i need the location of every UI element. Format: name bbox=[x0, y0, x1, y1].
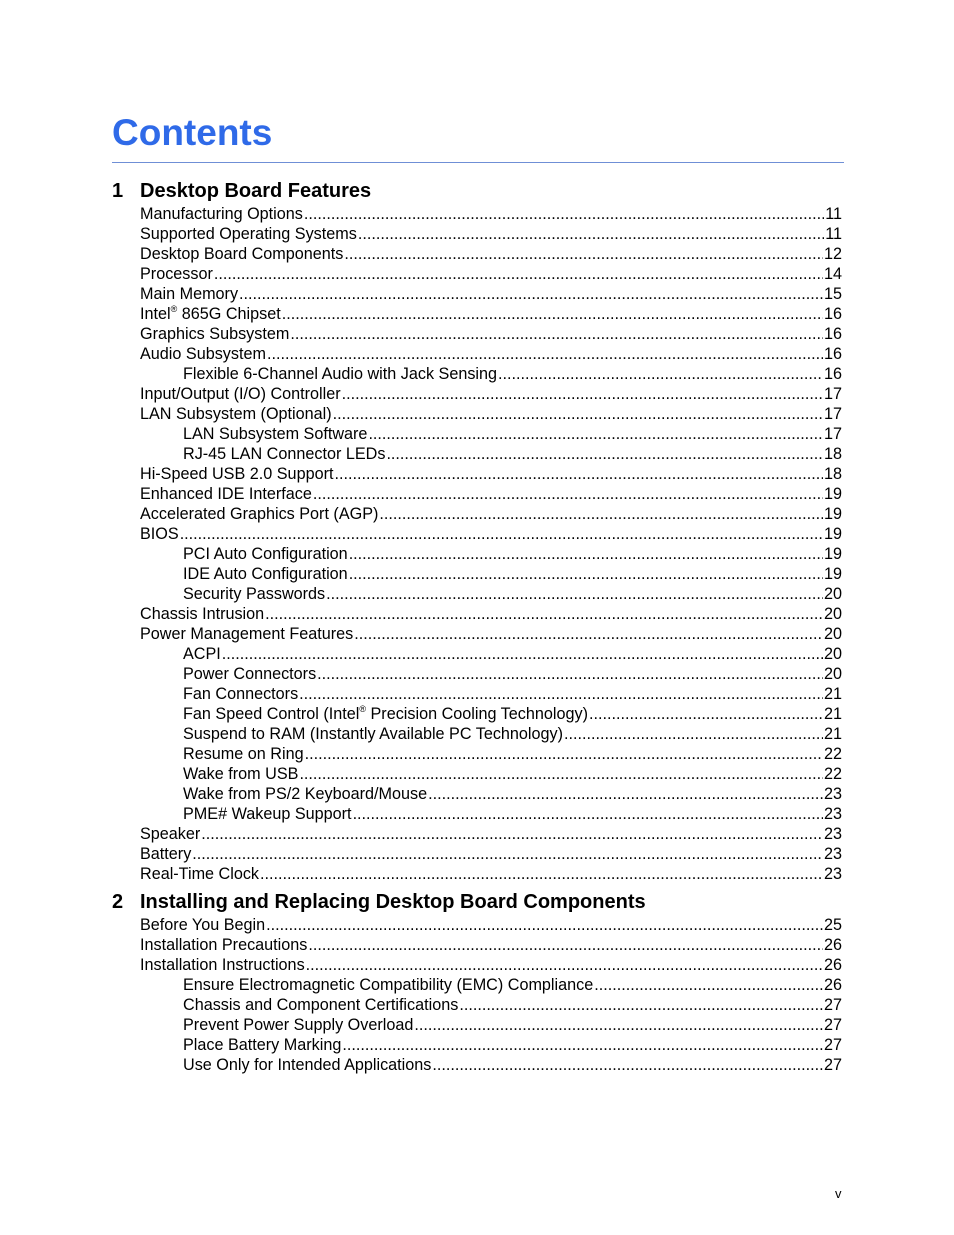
dot-leader bbox=[313, 484, 823, 504]
dot-leader bbox=[414, 1015, 823, 1035]
toc-entry-label bbox=[183, 724, 563, 744]
dot-leader bbox=[379, 504, 823, 524]
toc-page-number: 20 bbox=[823, 605, 842, 623]
dot-leader bbox=[306, 955, 823, 975]
toc-entry-text: Enhanced IDE Interface bbox=[140, 485, 312, 503]
toc-entry-label bbox=[183, 764, 298, 784]
toc-entry-label bbox=[183, 564, 348, 584]
toc-list bbox=[112, 204, 842, 884]
toc-entry-text: Manufacturing Options bbox=[140, 205, 303, 223]
toc-entry-text: Hi-Speed USB 2.0 Support bbox=[140, 465, 334, 483]
toc-entry-text: PCI Auto Configuration bbox=[183, 545, 348, 563]
toc-entry-text: Processor bbox=[140, 265, 213, 283]
dot-leader bbox=[594, 975, 823, 995]
toc-entry-label bbox=[140, 624, 353, 644]
dot-leader bbox=[349, 544, 823, 564]
toc-entry[interactable] bbox=[183, 564, 842, 584]
toc-entry-label bbox=[183, 424, 367, 444]
toc-page-number: 26 bbox=[823, 976, 842, 994]
toc-entry[interactable] bbox=[183, 644, 842, 664]
toc-entry[interactable] bbox=[183, 1015, 842, 1035]
toc-page-number: 11 bbox=[825, 205, 842, 223]
toc-entry[interactable] bbox=[140, 324, 842, 344]
toc-entry-label bbox=[140, 844, 191, 864]
toc-page-number: 27 bbox=[823, 1056, 842, 1074]
toc-entry-label bbox=[140, 264, 213, 284]
toc-entry[interactable] bbox=[183, 444, 842, 464]
toc-entry[interactable] bbox=[183, 995, 842, 1015]
toc-entry-text: Installation Instructions bbox=[140, 956, 305, 974]
toc-entry-label bbox=[140, 344, 266, 364]
dot-leader bbox=[432, 1055, 823, 1075]
toc-page-number: 18 bbox=[823, 465, 842, 483]
dot-leader bbox=[358, 224, 824, 244]
toc-entry-text: Wake from USB bbox=[183, 765, 299, 783]
toc-entry-label bbox=[140, 955, 305, 975]
toc-entry[interactable] bbox=[183, 1035, 842, 1055]
toc-page-number: 19 bbox=[823, 565, 842, 583]
dot-leader bbox=[299, 684, 823, 704]
toc-entry-label bbox=[183, 544, 348, 564]
toc-entry-text: Desktop Board Components bbox=[140, 245, 344, 263]
toc-entry-text: Graphics Subsystem bbox=[140, 325, 290, 343]
dot-leader bbox=[344, 244, 823, 264]
toc-entry-label bbox=[140, 324, 289, 344]
toc-entry-label bbox=[183, 995, 458, 1015]
toc-entry[interactable] bbox=[140, 284, 842, 304]
chapter-number: 1 bbox=[112, 180, 124, 202]
toc-page-number: 19 bbox=[823, 525, 842, 543]
toc-entry-text: Power Connectors bbox=[183, 665, 317, 683]
toc-page-number: 17 bbox=[823, 385, 842, 403]
toc-entry-label bbox=[140, 484, 312, 504]
dot-leader bbox=[386, 444, 823, 464]
dot-leader bbox=[368, 424, 823, 444]
toc-entry[interactable] bbox=[183, 544, 842, 564]
dot-leader bbox=[317, 664, 823, 684]
toc-entry-text: PME# Wakeup Support bbox=[183, 805, 352, 823]
dot-leader bbox=[326, 584, 823, 604]
toc-entry[interactable] bbox=[183, 744, 842, 764]
toc-entry-text-cont: Precision Cooling Technology) bbox=[366, 705, 588, 723]
toc-entry-label bbox=[183, 444, 385, 464]
toc-entry[interactable] bbox=[140, 304, 842, 324]
toc-page-number: 21 bbox=[823, 685, 842, 703]
toc-page-number: 20 bbox=[823, 585, 842, 603]
toc-entry-label bbox=[140, 864, 259, 884]
toc-entry[interactable] bbox=[140, 404, 842, 424]
dot-leader bbox=[290, 324, 823, 344]
dot-leader bbox=[214, 264, 823, 284]
chapter-title: Installing and Replacing Desktop Board Components bbox=[140, 891, 646, 913]
toc-page-number: 16 bbox=[823, 345, 842, 363]
toc-entry-text: Ensure Electromagnetic Compatibility (EMC) Compliance bbox=[183, 976, 594, 994]
toc-entry-text: Supported Operating Systems bbox=[140, 225, 357, 243]
toc-entry-label bbox=[183, 1055, 431, 1075]
toc-entry[interactable] bbox=[140, 604, 842, 624]
toc-entry-text-cont: 865G Chipset bbox=[177, 305, 281, 323]
toc-entry[interactable] bbox=[140, 844, 842, 864]
toc-page-number: 22 bbox=[823, 765, 842, 783]
toc-entry-label bbox=[183, 784, 427, 804]
toc-entry[interactable] bbox=[140, 864, 842, 884]
page-title: Contents bbox=[112, 112, 273, 153]
toc-entry-label bbox=[183, 364, 497, 384]
toc-entry-text: Use Only for Intended Applications bbox=[183, 1056, 432, 1074]
toc-entry[interactable] bbox=[183, 804, 842, 824]
toc-entry-text: Speaker bbox=[140, 825, 201, 843]
toc-entry-text: Place Battery Marking bbox=[183, 1036, 342, 1054]
toc-entry-label bbox=[183, 744, 304, 764]
dot-leader bbox=[267, 344, 823, 364]
toc-entry-text: Audio Subsystem bbox=[140, 345, 266, 363]
chapter-heading[interactable] bbox=[112, 178, 842, 204]
dot-leader bbox=[180, 524, 823, 544]
toc-page-number: 23 bbox=[823, 785, 842, 803]
toc-entry[interactable] bbox=[140, 524, 842, 544]
toc-entry-label bbox=[140, 204, 303, 224]
toc-page-number: 21 bbox=[823, 725, 842, 743]
chapter-1 bbox=[112, 178, 842, 884]
dot-leader bbox=[564, 724, 823, 744]
toc-page-number: 25 bbox=[823, 916, 842, 934]
dot-leader bbox=[265, 604, 823, 624]
toc-page-number: 17 bbox=[823, 425, 842, 443]
toc-entry[interactable] bbox=[183, 1055, 842, 1075]
dot-leader bbox=[353, 804, 823, 824]
toc-entry-label bbox=[140, 824, 200, 844]
toc-page-number: 23 bbox=[823, 805, 842, 823]
toc-entry[interactable] bbox=[183, 364, 842, 384]
toc-entry-text: Real-Time Clock bbox=[140, 865, 260, 883]
toc-page-number: 23 bbox=[823, 825, 842, 843]
dot-leader bbox=[333, 404, 823, 424]
dot-leader bbox=[349, 564, 823, 584]
toc-entry[interactable] bbox=[140, 824, 842, 844]
toc-entry-text: Intel bbox=[140, 305, 171, 323]
toc-page-number: 27 bbox=[823, 1036, 842, 1054]
dot-leader bbox=[201, 824, 823, 844]
toc-entry-text: Wake from PS/2 Keyboard/Mouse bbox=[183, 785, 428, 803]
toc-page-number: 12 bbox=[823, 245, 842, 263]
toc-entry-text: Before You Begin bbox=[140, 916, 266, 934]
toc-entry-label bbox=[183, 584, 325, 604]
toc-entry-text: Flexible 6-Channel Audio with Jack Sensing bbox=[183, 365, 498, 383]
chapter-2 bbox=[112, 889, 842, 1075]
toc-entry-text: Fan Connectors bbox=[183, 685, 299, 703]
toc-entry-text: Chassis Intrusion bbox=[140, 605, 265, 623]
toc-entry-text: Resume on Ring bbox=[183, 745, 304, 763]
toc-page-number: 23 bbox=[823, 865, 842, 883]
chapter-number: 2 bbox=[112, 891, 124, 913]
toc-entry-text: Prevent Power Supply Overload bbox=[183, 1016, 414, 1034]
dot-leader bbox=[498, 364, 823, 384]
dot-leader bbox=[239, 284, 823, 304]
toc-entry[interactable] bbox=[183, 764, 842, 784]
toc-entry[interactable] bbox=[183, 584, 842, 604]
dot-leader bbox=[589, 704, 823, 724]
toc-page-number: 16 bbox=[823, 305, 842, 323]
toc-entry-label bbox=[183, 704, 588, 724]
toc-entry-text: Suspend to RAM (Instantly Available PC Technology) bbox=[183, 725, 564, 743]
toc-entry-label bbox=[183, 1035, 341, 1055]
dot-leader bbox=[308, 935, 823, 955]
toc-entry-label bbox=[140, 244, 343, 264]
toc-entry-text: Chassis and Component Certifications bbox=[183, 996, 459, 1014]
toc-page-number: 11 bbox=[825, 225, 842, 243]
registered-mark: ® bbox=[359, 703, 367, 714]
dot-leader bbox=[305, 744, 823, 764]
registered-mark: ® bbox=[170, 303, 178, 314]
toc-entry[interactable] bbox=[140, 504, 842, 524]
chapter-heading[interactable] bbox=[112, 889, 842, 915]
dot-leader bbox=[342, 1035, 823, 1055]
toc-entry[interactable] bbox=[183, 975, 842, 995]
toc-entry-text: IDE Auto Configuration bbox=[183, 565, 348, 583]
toc-page-number: 15 bbox=[823, 285, 842, 303]
toc-entry-label bbox=[183, 975, 593, 995]
dot-leader bbox=[266, 915, 823, 935]
toc-entry[interactable] bbox=[140, 935, 842, 955]
toc-entry-label bbox=[140, 224, 357, 244]
toc-entry[interactable] bbox=[140, 264, 842, 284]
toc-entry-label bbox=[140, 464, 333, 484]
toc-entry-label bbox=[183, 644, 221, 664]
toc-page-number: 20 bbox=[823, 625, 842, 643]
toc-entry[interactable] bbox=[140, 464, 842, 484]
toc-page-number: 17 bbox=[823, 405, 842, 423]
toc-entry[interactable] bbox=[183, 724, 842, 744]
toc-entry-label bbox=[140, 304, 281, 324]
toc-page-number: 20 bbox=[823, 645, 842, 663]
toc-entry-label bbox=[140, 384, 341, 404]
toc-entry-label bbox=[140, 284, 238, 304]
toc-entry-text: ACPI bbox=[183, 645, 221, 663]
toc-entry-text: Fan Speed Control (Intel bbox=[183, 705, 360, 723]
toc-page-number: 19 bbox=[823, 485, 842, 503]
chapter-title: Desktop Board Features bbox=[140, 180, 372, 202]
toc-entry[interactable] bbox=[140, 955, 842, 975]
dot-leader bbox=[260, 864, 823, 884]
toc-entry[interactable] bbox=[140, 624, 842, 644]
toc-page-number: 26 bbox=[823, 956, 842, 974]
toc-entry-label bbox=[140, 504, 378, 524]
toc-page-number: 16 bbox=[823, 365, 842, 383]
dot-leader bbox=[192, 844, 823, 864]
toc-entry-label bbox=[183, 684, 298, 704]
toc-entry[interactable] bbox=[140, 384, 842, 404]
toc-page-number: 21 bbox=[823, 705, 842, 723]
toc-page-number: 27 bbox=[823, 996, 842, 1014]
toc-entry-label bbox=[183, 664, 316, 684]
toc-entry-text: Security Passwords bbox=[183, 585, 326, 603]
toc-entry[interactable] bbox=[140, 204, 842, 224]
toc-entry-label bbox=[140, 404, 332, 424]
toc-entry-label bbox=[183, 804, 352, 824]
toc-page-number: 19 bbox=[823, 505, 842, 523]
dot-leader bbox=[428, 784, 823, 804]
page-number: v bbox=[835, 1186, 842, 1201]
toc-entry-label bbox=[140, 915, 265, 935]
toc-entry[interactable] bbox=[140, 244, 842, 264]
toc-entry[interactable] bbox=[183, 424, 842, 444]
title-divider bbox=[112, 162, 844, 163]
toc-entry-text: RJ-45 LAN Connector LEDs bbox=[183, 445, 386, 463]
toc-page-number: 20 bbox=[823, 665, 842, 683]
dot-leader bbox=[459, 995, 823, 1015]
toc-entry[interactable] bbox=[140, 484, 842, 504]
dot-leader bbox=[222, 644, 823, 664]
toc-entry-label bbox=[183, 1015, 413, 1035]
toc-entry[interactable] bbox=[183, 784, 842, 804]
toc-entry-text: LAN Subsystem Software bbox=[183, 425, 368, 443]
toc-page-number: 16 bbox=[823, 325, 842, 343]
dot-leader bbox=[354, 624, 823, 644]
dot-leader bbox=[299, 764, 823, 784]
toc-entry-text: Main Memory bbox=[140, 285, 239, 303]
toc-entry-text: Battery bbox=[140, 845, 192, 863]
toc-page-number: 14 bbox=[823, 265, 842, 283]
dot-leader bbox=[342, 384, 823, 404]
toc-entry-text: BIOS bbox=[140, 525, 179, 543]
toc-entry-label bbox=[140, 935, 307, 955]
toc-page-number: 26 bbox=[823, 936, 842, 954]
toc-entry[interactable] bbox=[183, 704, 842, 724]
toc-entry-text: Input/Output (I/O) Controller bbox=[140, 385, 341, 403]
toc-entry-text: LAN Subsystem (Optional) bbox=[140, 405, 332, 423]
toc-page-number: 23 bbox=[823, 845, 842, 863]
toc-entry-text: Accelerated Graphics Port (AGP) bbox=[140, 505, 379, 523]
toc-list bbox=[112, 915, 842, 1075]
toc-page-number: 18 bbox=[823, 445, 842, 463]
toc-entry[interactable] bbox=[140, 224, 842, 244]
toc-entry-label bbox=[140, 524, 179, 544]
toc-entry-label bbox=[140, 604, 264, 624]
dot-leader bbox=[282, 304, 823, 324]
toc-entry-text: Installation Precautions bbox=[140, 936, 308, 954]
dot-leader bbox=[304, 204, 824, 224]
dot-leader bbox=[334, 464, 823, 484]
toc-page-number: 27 bbox=[823, 1016, 842, 1034]
toc-page-number: 19 bbox=[823, 545, 842, 563]
toc-page-number: 22 bbox=[823, 745, 842, 763]
toc-entry[interactable] bbox=[183, 684, 842, 704]
toc-entry[interactable] bbox=[183, 664, 842, 684]
toc-entry-text: Power Management Features bbox=[140, 625, 354, 643]
toc-entry[interactable] bbox=[140, 344, 842, 364]
toc-entry[interactable] bbox=[140, 915, 842, 935]
